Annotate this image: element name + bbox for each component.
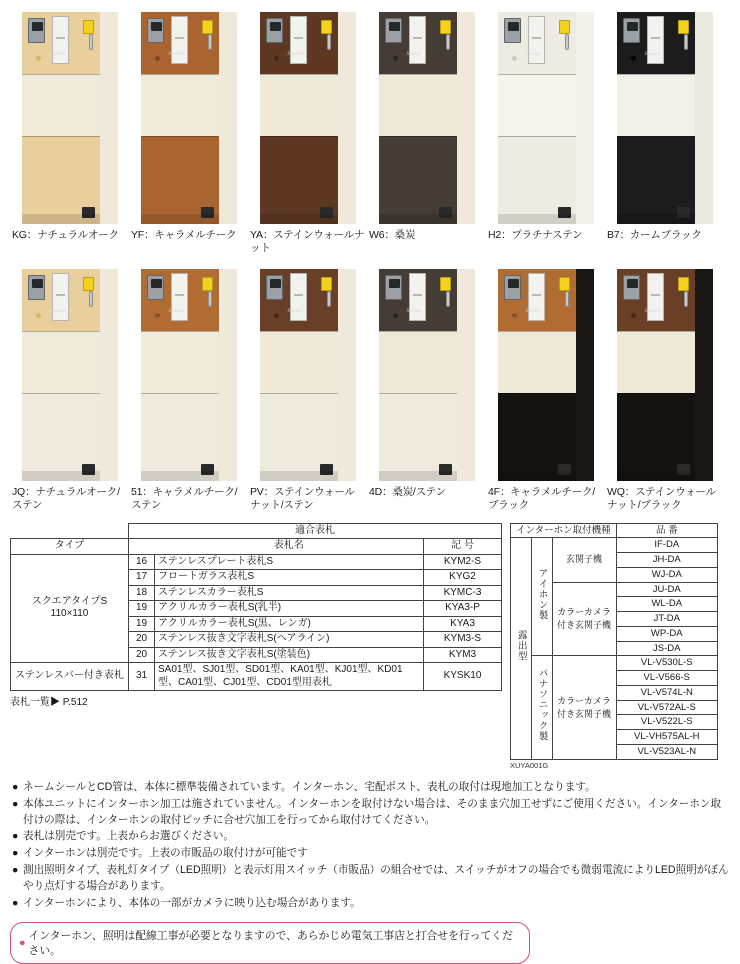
- caution-sticker-icon: [559, 277, 570, 291]
- nameplate-sign: Suzuki: [49, 52, 66, 57]
- note-bullet-icon: ●: [12, 847, 19, 860]
- post-base: [379, 214, 457, 224]
- nameplate-no-cell: 20: [129, 632, 155, 648]
- table-row: [511, 656, 718, 671]
- product-image: [10, 6, 129, 224]
- product-image: [367, 263, 486, 481]
- post-middle-panel: [617, 74, 695, 136]
- post-pillar: [218, 269, 237, 481]
- post-pillar: [456, 269, 475, 481]
- product-cell: [486, 6, 605, 255]
- nameplate-sign: Suzuki: [168, 309, 185, 315]
- intercom-model-cell: VL-V522L-S: [616, 715, 717, 730]
- post-face: [22, 269, 100, 481]
- post-knob: [393, 56, 398, 61]
- post-knob: [155, 56, 160, 61]
- intercom-model-cell: JS-DA: [616, 641, 717, 656]
- intercom-icon: [266, 18, 283, 43]
- note-item: [12, 863, 730, 895]
- caution-sticker-icon: [678, 277, 689, 291]
- nameplate-name-cell: SA01型、SJ01型、SD01型、KA01型、KJ01型、KD01型、CA01型、CJ01型、CD01型用表札: [155, 663, 424, 691]
- post-base: [617, 471, 695, 481]
- nameplate-sign: Suzuki: [287, 309, 304, 315]
- nameplate-code-cell: KYM2-S: [424, 554, 502, 570]
- table-row: [11, 554, 502, 570]
- product-caption: 51：キャラメルチーク/ステン: [131, 486, 238, 512]
- post-pillar: [694, 269, 713, 481]
- door-handle: [684, 34, 688, 50]
- note-bullet-icon: ●: [12, 780, 19, 793]
- intercom-subtype-cell: カラーカメラ付き玄関子機: [552, 656, 616, 759]
- nameplate-no-cell: 19: [129, 616, 155, 632]
- caution-sticker-icon: [559, 20, 570, 34]
- nameplate-sign: Suzuki: [406, 52, 423, 57]
- product-caption: YA：ステインウォールナット: [250, 229, 365, 255]
- note-item: [12, 780, 730, 796]
- product-cell: [248, 263, 367, 512]
- nameplate-name-cell: ステンレス抜き文字表札S(塗装色): [155, 647, 424, 663]
- gate-post-illustration: [379, 269, 475, 481]
- intercom-subtype-cell: 玄関子機: [552, 538, 616, 582]
- nameplate-code-cell: KYSK10: [424, 663, 502, 691]
- door-handle: [446, 291, 450, 307]
- product-image: [248, 6, 367, 224]
- nameplate-name-cell: ステンレスプレート表札S: [155, 554, 424, 570]
- intercom-kind-header: インターホン取付機種: [511, 523, 617, 538]
- nameplate-sign: Suzuki: [525, 52, 542, 57]
- intercom-mount-type-cell: 露出型: [511, 538, 532, 759]
- product-row-1: [10, 6, 730, 255]
- post-face: [22, 12, 100, 224]
- intercom-model-cell: WP-DA: [616, 626, 717, 641]
- product-caption: JQ：ナチュラルオーク/ステン: [12, 486, 120, 512]
- note-text: 測出照明タイプ、表札灯タイプ（LED照明）と表示灯用スイッチ（市販品）の組合せでは、スイッチがオフの場合でも微弱電流によりLED照明がぼんやり点灯する場合があります。: [23, 864, 729, 893]
- door-handle: [208, 34, 212, 50]
- post-pillar: [99, 12, 118, 224]
- post-knob: [36, 313, 41, 318]
- intercom-model-cell: VL-V566-S: [616, 671, 717, 686]
- gate-post-illustration: [141, 12, 237, 224]
- note-text: インターホンにより、本体の一部がカメラに映り込む場合があります。: [23, 896, 361, 909]
- spec-tables: [10, 523, 730, 770]
- note-item: [12, 829, 730, 845]
- product-image: [367, 6, 486, 224]
- intercom-model-cell: JU-DA: [616, 582, 717, 597]
- product-row-2: [10, 263, 730, 512]
- caution-sticker-icon: [440, 20, 451, 34]
- post-middle-panel: [379, 331, 457, 393]
- note-item: [12, 896, 730, 912]
- product-caption: W6：桑炭: [369, 229, 416, 241]
- post-knob: [155, 313, 160, 318]
- door-handle: [684, 291, 688, 307]
- nameplate-code-cell: KYM3: [424, 647, 502, 663]
- caution-sticker-icon: [440, 277, 451, 291]
- post-face: [260, 12, 338, 224]
- product-cell: [129, 263, 248, 512]
- post-knob: [274, 313, 279, 318]
- product-caption: H2：プラチナステン: [488, 229, 583, 241]
- post-base: [141, 214, 219, 224]
- intercom-icon: [623, 18, 640, 43]
- intercom-model-cell: WL-DA: [616, 597, 717, 612]
- gate-post-illustration: [379, 12, 475, 224]
- door-handle: [89, 291, 93, 307]
- table-row: [11, 663, 502, 691]
- product-caption: YF：キャラメルチーク: [131, 229, 237, 241]
- post-middle-panel: [498, 331, 576, 393]
- product-caption: B7：カームブラック: [607, 229, 702, 241]
- post-pillar: [99, 269, 118, 481]
- intercom-icon: [147, 18, 164, 43]
- nameplate-name-cell: アクリルカラー表札S(乳半): [155, 601, 424, 617]
- intercom-icon: [147, 275, 164, 300]
- gate-post-illustration: [260, 12, 356, 224]
- note-text: インターホンは別売です。上表の市販品の取付けが可能です: [23, 847, 308, 860]
- gate-post-illustration: [141, 269, 237, 481]
- intercom-icon: [28, 275, 45, 300]
- note-bullet-icon: ●: [12, 797, 19, 810]
- post-pillar: [575, 12, 594, 224]
- door-handle: [327, 291, 331, 307]
- caution-sticker-icon: [321, 277, 332, 291]
- note-item: [12, 846, 730, 862]
- nameplate-code-cell: KYMC-3: [424, 585, 502, 601]
- product-image: [486, 6, 605, 224]
- nameplate-sign: Suzuki: [406, 309, 423, 315]
- post-pillar: [694, 12, 713, 224]
- post-middle-panel: [260, 331, 338, 393]
- intercom-subtype-cell: カラーカメラ付き玄関子機: [552, 582, 616, 656]
- door-handle: [565, 34, 569, 50]
- nameplate-no-cell: 17: [129, 570, 155, 586]
- product-caption: 4F：キャラメルチーク/ブラック: [488, 486, 595, 512]
- product-image: [486, 263, 605, 481]
- note-item: [12, 797, 730, 829]
- nameplate-sign: Suzuki: [644, 309, 661, 315]
- nameplate-sign: Suzuki: [49, 309, 66, 315]
- intercom-brand-cell: アイホン製: [531, 538, 552, 656]
- product-caption: KG：ナチュラルオーク: [12, 229, 119, 241]
- door-handle: [89, 34, 93, 50]
- door-handle: [446, 34, 450, 50]
- post-base: [260, 471, 338, 481]
- post-pillar: [337, 269, 356, 481]
- product-cell: [605, 6, 724, 255]
- caution-sticker-icon: [202, 20, 213, 34]
- product-cell: [10, 6, 129, 255]
- post-knob: [36, 56, 41, 61]
- warning-text: インターホン、照明は配線工事が必要となりますので、あらかじめ電気工事店と打合せを行ってください。: [28, 929, 513, 957]
- intercom-icon: [623, 275, 640, 300]
- intercom-model-cell: VL-V530L-S: [616, 656, 717, 671]
- intercom-model-cell: WJ-DA: [616, 567, 717, 582]
- post-base: [498, 471, 576, 481]
- gate-post-illustration: [260, 269, 356, 481]
- caution-sticker-icon: [678, 20, 689, 34]
- product-image: [10, 263, 129, 481]
- post-middle-panel: [22, 74, 100, 136]
- warning-box: [10, 922, 530, 964]
- gate-post-illustration: [617, 12, 713, 224]
- product-image: [248, 263, 367, 481]
- post-face: [617, 12, 695, 224]
- caution-sticker-icon: [321, 20, 332, 34]
- nameplate-sign: Suzuki: [168, 52, 185, 57]
- post-knob: [274, 56, 279, 61]
- intercom-model-cell: VL-VH575AL-H: [616, 730, 717, 745]
- intercom-model-cell: VL-V572AL-S: [616, 700, 717, 715]
- post-face: [141, 269, 219, 481]
- intercom-icon: [28, 18, 45, 43]
- product-cell: [129, 6, 248, 255]
- post-base: [141, 471, 219, 481]
- nameplate-name-cell: フロートガラス表札S: [155, 570, 424, 586]
- post-middle-panel: [379, 74, 457, 136]
- gate-post-illustration: [22, 269, 118, 481]
- nameplate-name-cell: ステンレスカラー表札S: [155, 585, 424, 601]
- nameplate-code-cell: KYA3-P: [424, 601, 502, 617]
- post-face: [498, 269, 576, 481]
- product-cell: [605, 263, 724, 512]
- nameplate-no-cell: 19: [129, 601, 155, 617]
- post-pillar: [218, 12, 237, 224]
- post-middle-panel: [498, 74, 576, 136]
- post-base: [498, 214, 576, 224]
- product-cell: [486, 263, 605, 512]
- nameplate-name-cell: ステンレス抜き文字表札S(ヘアライン): [155, 632, 424, 648]
- post-knob: [631, 313, 636, 318]
- nameplate-code-cell: KYG2: [424, 570, 502, 586]
- post-face: [141, 12, 219, 224]
- product-cell: [367, 263, 486, 512]
- intercom-icon: [504, 275, 521, 300]
- nameplate-sign: Suzuki: [644, 52, 661, 57]
- gate-post-illustration: [617, 269, 713, 481]
- nameplate-sign: Suzuki: [525, 309, 542, 315]
- intercom-icon: [504, 18, 521, 43]
- intercom-icon: [266, 275, 283, 300]
- product-cell: [248, 6, 367, 255]
- intercom-model-cell: IF-DA: [616, 538, 717, 553]
- post-face: [260, 269, 338, 481]
- gate-post-illustration: [498, 269, 594, 481]
- intercom-icon: [385, 18, 402, 43]
- product-caption: 4D：桑炭/ステン: [369, 486, 446, 499]
- nameplate-code-cell: KYA3: [424, 616, 502, 632]
- post-middle-panel: [141, 74, 219, 136]
- nameplate-list-link[interactable]: 表札一覧▶ P.512: [10, 697, 88, 708]
- post-base: [379, 471, 457, 481]
- post-middle-panel: [22, 331, 100, 393]
- product-caption: PV：ステインウォールナット/ステン: [250, 486, 355, 512]
- warning-bullet-icon: ●: [19, 936, 26, 949]
- note-text: 表札は別売です。上表からお選びください。: [23, 830, 235, 843]
- col-type: タイプ: [11, 539, 129, 555]
- post-base: [22, 471, 100, 481]
- post-base: [260, 214, 338, 224]
- post-knob: [393, 313, 398, 318]
- note-bullet-icon: ●: [12, 864, 19, 877]
- door-handle: [327, 34, 331, 50]
- product-image: [129, 6, 248, 224]
- post-base: [617, 214, 695, 224]
- product-cell: [10, 263, 129, 512]
- post-middle-panel: [617, 331, 695, 393]
- table-row: [511, 538, 718, 553]
- post-knob: [631, 56, 636, 61]
- post-knob: [512, 313, 517, 318]
- caution-sticker-icon: [83, 20, 94, 34]
- nameplate-table: [10, 523, 502, 692]
- product-image: [605, 6, 724, 224]
- product-caption: WQ：ステインウォールナット/ブラック: [607, 486, 716, 512]
- caution-sticker-icon: [202, 277, 213, 291]
- nameplate-no-cell: 18: [129, 585, 155, 601]
- intercom-table: [510, 523, 718, 760]
- post-pillar: [337, 12, 356, 224]
- nameplate-type-cell: ステンレスバー付き表札: [11, 663, 129, 691]
- col-name: 表札名: [155, 539, 424, 555]
- intercom-model-cell: JT-DA: [616, 612, 717, 627]
- nameplate-code-cell: KYM3-S: [424, 632, 502, 648]
- post-middle-panel: [260, 74, 338, 136]
- post-face: [379, 12, 457, 224]
- intercom-brand-cell: パナソニック製: [531, 656, 552, 759]
- post-face: [617, 269, 695, 481]
- intercom-model-header: 品 番: [616, 523, 717, 538]
- door-handle: [208, 291, 212, 307]
- post-face: [379, 269, 457, 481]
- post-pillar: [575, 269, 594, 481]
- post-pillar: [456, 12, 475, 224]
- note-text: ネームシールとCD管は、本体に標準装備されています。インターホン、宅配ポスト、表札の取付は現地加工となります。: [23, 780, 596, 793]
- nameplate-type-cell: スクエアタイプS 110×110: [11, 554, 129, 663]
- post-middle-panel: [141, 331, 219, 393]
- post-knob: [512, 56, 517, 61]
- nameplate-no-cell: 20: [129, 647, 155, 663]
- intercom-model-cell: JH-DA: [616, 553, 717, 568]
- intercom-model-cell: VL-V574L-N: [616, 685, 717, 700]
- product-cell: [367, 6, 486, 255]
- product-image: [129, 263, 248, 481]
- note-bullet-icon: ●: [12, 896, 19, 909]
- product-image: [605, 263, 724, 481]
- nameplate-no-cell: 31: [129, 663, 155, 691]
- note-text: 本体ユニットにインターホン加工は施されていません。インターホンを取付けない場合は、そのまま穴加工せずにご使用ください。インターホン取付けの際は、インターホンの取付ピッチに合せ穴加工を行ってから取付けてください。: [23, 797, 722, 826]
- nameplate-no-cell: 16: [129, 554, 155, 570]
- notes-list: [10, 780, 730, 912]
- drawing-code: XUYA001G: [510, 760, 549, 770]
- nameplate-sign: Suzuki: [287, 52, 304, 57]
- post-face: [498, 12, 576, 224]
- intercom-icon: [385, 275, 402, 300]
- intercom-model-cell: VL-V523AL-N: [616, 744, 717, 759]
- door-handle: [565, 291, 569, 307]
- nameplate-group-header: 適合表札: [129, 523, 502, 539]
- note-bullet-icon: ●: [12, 830, 19, 843]
- caution-sticker-icon: [83, 277, 94, 291]
- gate-post-illustration: [498, 12, 594, 224]
- gate-post-illustration: [22, 12, 118, 224]
- post-base: [22, 214, 100, 224]
- nameplate-name-cell: アクリルカラー表札S(黒、レンガ): [155, 616, 424, 632]
- col-code: 記 号: [424, 539, 502, 555]
